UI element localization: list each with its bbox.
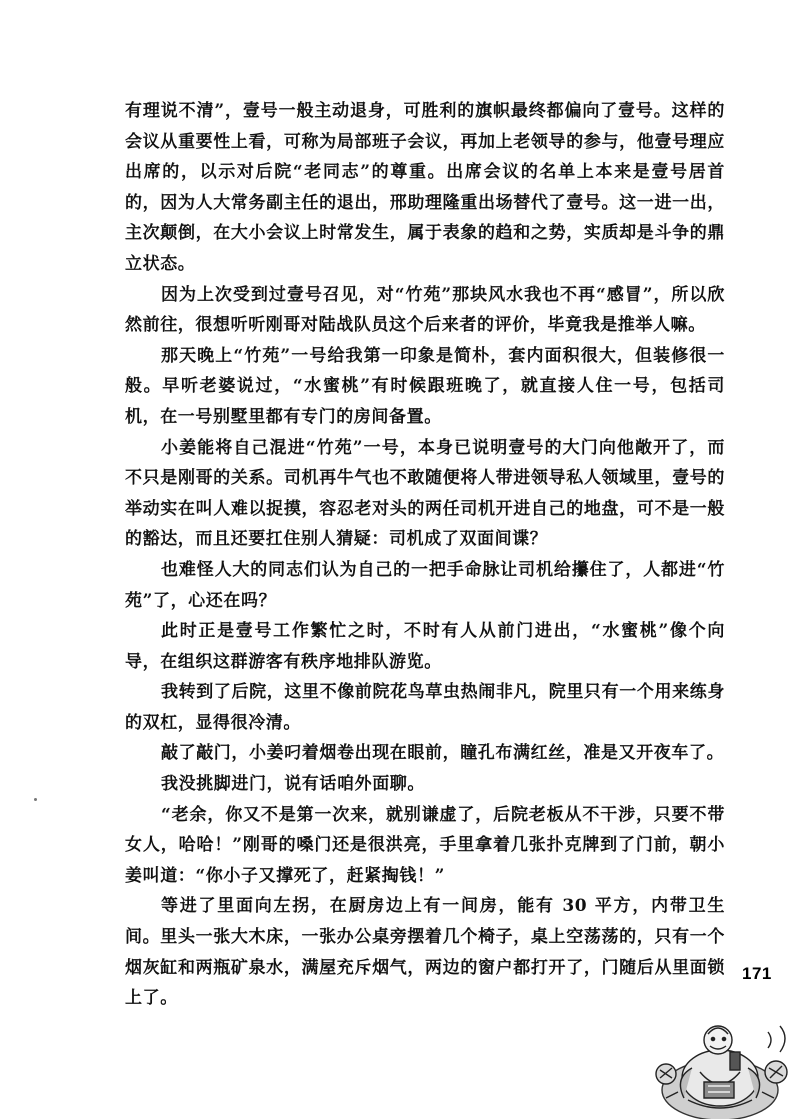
paragraph-5: 也难怪人大的同志们认为自己的一把手命脉让司机给攥住了，人都进“竹苑”了，心还在吗？ — [125, 559, 725, 611]
paragraph-1: 有理说不清”，壹号一般主动退身，可胜利的旗帜最终都偏向了壹号。这样的会议从重要性上看，可称为局部班子会议，再加上老领导的参与，他壹号理应出席的，以示对后院“老同志”的尊重。出席会议的名单上本来是壹号居首的，因为人大常务副主任的退出，邢助理隆重出场替代了壹号。这一进一出，主次颠倒，在大小会议上时常发生，属于表象的趋和之势，实质却是斗争的鼎立状态。 — [125, 101, 725, 274]
body-text — [125, 96, 725, 1014]
corner-ornament-illustration — [648, 1012, 800, 1119]
paragraph-9: 我没挑脚进门，说有话咱外面聊。 — [161, 774, 425, 795]
paragraph-3: 那天晚上“竹苑”一号给我第一印象是简朴，套内面积很大，但装修很一般。早听老婆说过，“水蜜桃”有时候跟班晚了，就直接人住一号，包括司机，在一号别墅里都有专门的房间备置。 — [125, 345, 725, 427]
paragraph-10: “老余，你又不是第一次来，就别谦虚了，后院老板从不干涉，只要不带女人，哈哈！”刚哥的嗓门还是很洪亮，手里拿着几张扑克牌到了门前，朝小姜叫道：“你小子又撑死了，赶紧掏钱！” — [125, 804, 725, 886]
paragraph-11: 等进了里面向左拐，在厨房边上有一间房，能有 30 平方，内带卫生间。里头一张大木床，一张办公桌旁摆着几个椅子，桌上空荡荡的，只有一个烟灰缸和两瓶矿泉水，满屋充斥烟气，两边的窗户都打开了，门随后从里面锁上了。 — [125, 896, 725, 1009]
page-number: 171 — [742, 964, 772, 983]
paragraph-6: 此时正是壹号工作繁忙之时，不时有人从前门进出，“水蜜桃”像个向导，在组织这群游客有秩序地排队游览。 — [125, 621, 725, 672]
paragraph-4: 小姜能将自己混进“竹苑”一号，本身已说明壹号的大门向他敞开了，而不只是刚哥的关系。司机再牛气也不敢随便将人带进领导私人领域里，壹号的举动实在叫人难以捉摸，容忍老对头的两任司机开进自己的地盘，可不是一般的豁达，而且还要扛住别人猜疑：司机成了双面间谍？ — [125, 437, 725, 550]
paragraph-8: 敲了敲门，小姜叼着烟卷出现在眼前，瞳孔布满红丝，准是又开夜车了。 — [161, 743, 725, 764]
ornament-figure — [656, 1026, 787, 1119]
paragraph-7: 我转到了后院，这里不像前院花鸟草虫热闹非凡，院里只有一个用来练身的双杠，显得很冷清。 — [125, 682, 725, 733]
paragraph-2: 因为上次受到过壹号召见，对“竹苑”那块风水我也不再“感冒”，所以欣然前往，很想听听刚哥对陆战队员这个后来者的评价，毕竟我是推举人嘛。 — [125, 284, 725, 336]
scan-speck — [34, 798, 37, 801]
